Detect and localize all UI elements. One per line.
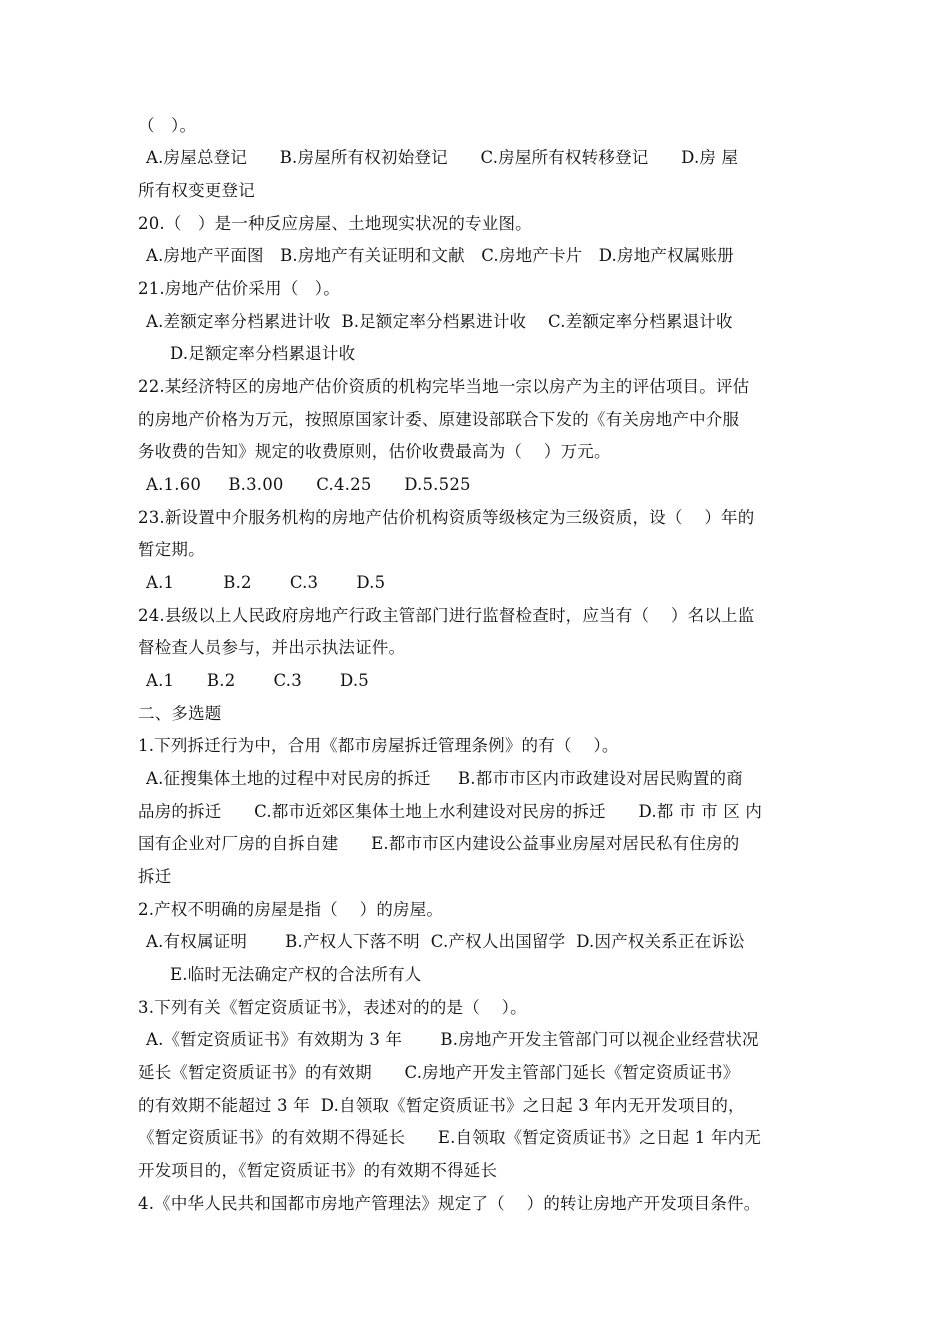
- text-line: 延长《暂定资质证书》的有效期 C.房地产开发主管部门延长《暂定资质证书》: [138, 1063, 740, 1082]
- text-line: A.1.60 B.3.00 C.4.25 D.5.525: [146, 475, 471, 494]
- text-line: 督检查人员参与，并出示执法证件。: [138, 638, 406, 657]
- text-line: A.房地产平面图 B.房地产有关证明和文献 C.房地产卡片 D.房地产权属账册: [146, 246, 734, 265]
- text-line: A.差额定率分档累进计收 B.足额定率分档累进计收 C.差额定率分档累退计收: [146, 312, 733, 331]
- text-line: 20.（ ）是一种反应房屋、土地现实状况的专业图。: [138, 214, 532, 233]
- text-line: 3.下列有关《暂定资质证书》，表述对的的是（ ）。: [138, 998, 527, 1017]
- text-line: A.房屋总登记 B.房屋所有权初始登记 C.房屋所有权转移登记 D.房 屋: [146, 148, 739, 167]
- text-line: A.《暂定资质证书》有效期为 3 年 B.房地产开发主管部门可以视企业经营状况: [146, 1030, 759, 1049]
- text-line: 的房地产价格为万元，按照原国家计委、原建设部联合下发的《有关房地产中介服: [138, 410, 740, 429]
- text-line: 《暂定资质证书》的有效期不得延长 E.自领取《暂定资质证书》之日起 1 年内无: [138, 1128, 762, 1147]
- text-line: E.临时无法确定产权的合法所有人: [170, 965, 422, 984]
- text-line: 23.新设置中介服务机构的房地产估价机构资质等级核定为三级资质，设（ ）年的: [138, 508, 755, 527]
- text-line: （ ）。: [138, 116, 197, 135]
- text-line: 24.县级以上人民政府房地产行政主管部门进行监督检查时，应当有（ ）名以上监: [138, 606, 755, 625]
- text-line: 4.《中华人民共和国都市房地产管理法》规定了（ ）的转让房地产开发项目条件。: [138, 1194, 761, 1213]
- text-line: A.1 B.2 C.3 D.5: [146, 573, 386, 592]
- text-line: A.征搜集体土地的过程中对民房的拆迁 B.都市市区内市政建设对居民购置的商: [146, 769, 743, 788]
- text-line: 所有权变更登记: [138, 181, 255, 200]
- text-line: A.有权属证明 B.产权人下落不明 C.产权人出国留学 D.因产权关系正在诉讼: [146, 932, 745, 951]
- text-line: 暂定期。: [138, 540, 205, 559]
- text-line: 22.某经济特区的房地产估价资质的机构完毕当地一宗以房产为主的评估项目。评估: [138, 377, 750, 396]
- text-line: 2.产权不明确的房屋是指（ ）的房屋。: [138, 900, 444, 919]
- text-line: 国有企业对厂房的自拆自建 E.都市市区内建设公益事业房屋对居民私有住房的: [138, 834, 740, 853]
- section-heading: 二、多选题: [138, 704, 222, 723]
- text-line: 开发项目的，《暂定资质证书》的有效期不得延长: [138, 1161, 498, 1180]
- text-line: 务收费的告知》规定的收费原则，估价收费最高为（ ）万元。: [138, 442, 611, 461]
- text-line: D.足额定率分档累退计收: [170, 344, 356, 363]
- text-line: 1.下列拆迁行为中，合用《都市房屋拆迁管理条例》的有（ ）。: [138, 736, 619, 755]
- text-line: A.1 B.2 C.3 D.5: [146, 671, 369, 690]
- text-line: 拆迁: [138, 867, 172, 886]
- text-line: 的有效期不能超过 3 年 D.自领取《暂定资质证书》之日起 3 年内无开发项目的，: [138, 1096, 745, 1115]
- text-line: 21.房地产估价采用（ ）。: [138, 279, 340, 298]
- text-line: 品房的拆迁 C.都市近郊区集体土地上水利建设对民房的拆迁 D.都 市 市 区 内: [138, 802, 763, 821]
